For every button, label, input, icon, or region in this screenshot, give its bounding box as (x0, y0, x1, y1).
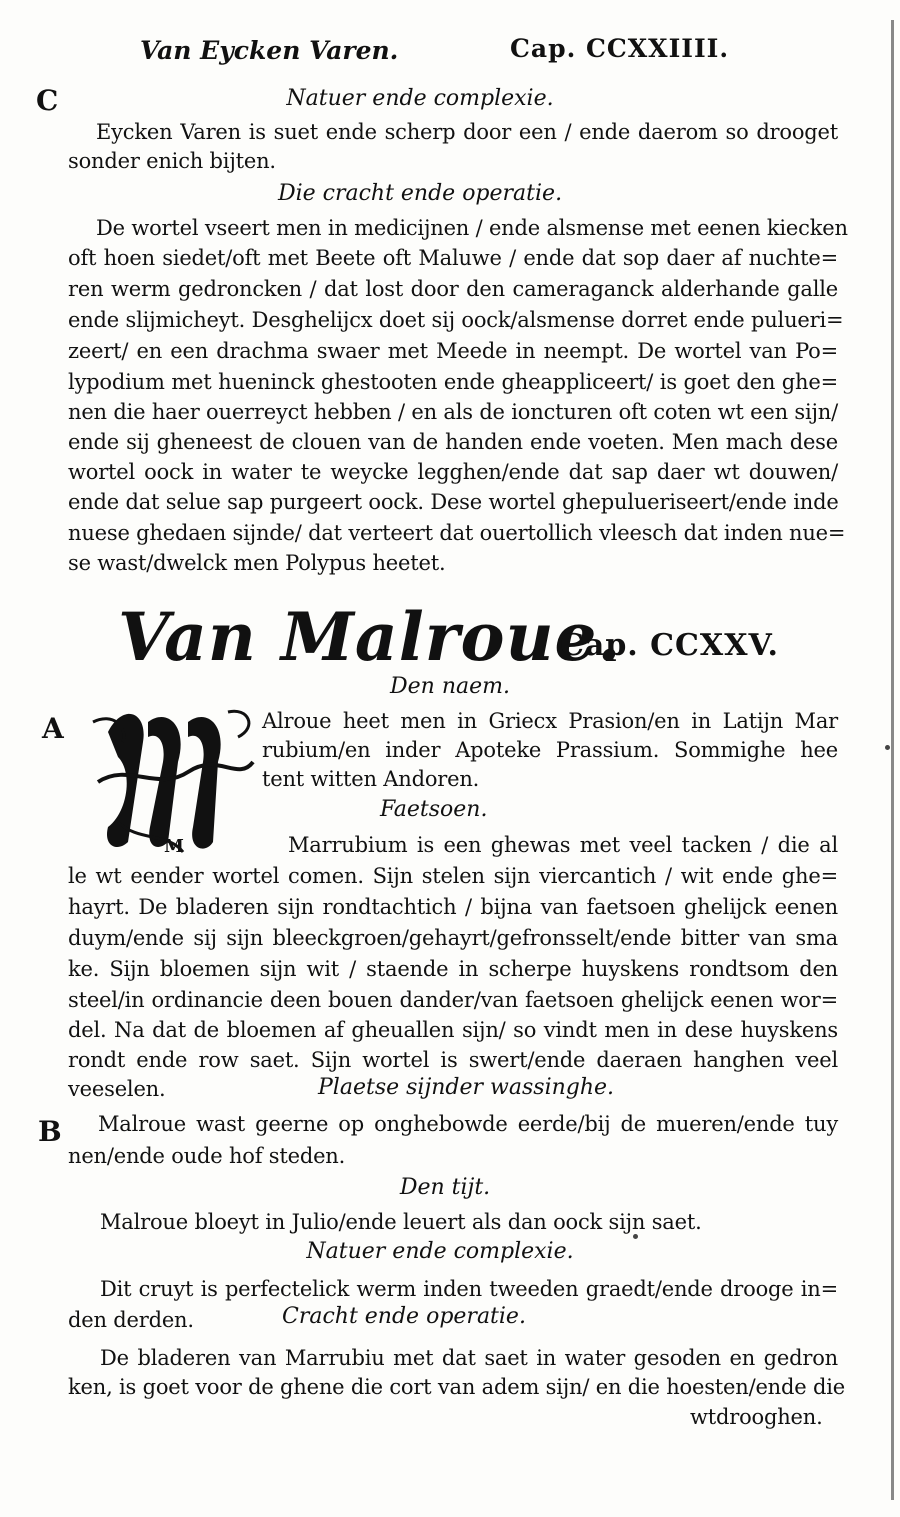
text-line: zeert/ en een drachma swaer met Meede in neempt. De wortel van Po= (68, 339, 838, 363)
initial-flourish (228, 711, 249, 737)
running-head-left: Van Eycken Varen. (140, 36, 399, 65)
page-speck (885, 745, 890, 750)
text-line: Eycken Varen is suet ende scherp door een / ende daerom so drooget (96, 120, 838, 144)
text-line: steel/in ordinancie deen bouen dander/van faetsoen ghelijck eenen wor= (68, 988, 838, 1012)
text-line: hayrt. De bladeren sijn rondtachtich / bijna van faetsoen ghelijck eenen (68, 895, 838, 919)
running-head-right: Cap. CCXXIIII. (510, 34, 730, 63)
text-line: del. Na dat de bloemen af gheuallen sijn/ so vindt men in dese huyskens (68, 1018, 838, 1042)
text-line: rubium/en inder Apoteke Prassium. Sommighe hee (262, 738, 838, 762)
text-line: wtdrooghen. (690, 1405, 823, 1429)
margin-letter-a: A (42, 712, 64, 745)
text-line: se wast/dwelck men Polypus heetet. (68, 551, 446, 575)
text-line: Dit cruyt is perfectelick werm inden tweeden graedt/ende drooge in= (100, 1277, 838, 1301)
text-line: ende sij gheneest de clouen van de handen ende voeten. Men mach dese (68, 430, 838, 454)
heading-plaetse: Plaetse sijnder wassinghe. (318, 1075, 615, 1100)
text-line: tent witten Andoren. (262, 767, 480, 791)
text-line: ende dat selue sap purgeert oock. Dese wortel ghepulueriseert/ende inde (68, 490, 839, 514)
text-line: duym/ende sij sijn bleeckgroen/gehayrt/gefronsselt/ende bitter van sma (68, 926, 838, 950)
text-line: ken, is goet voor de ghene die cort van adem sijn/ en die hoesten/ende die (68, 1375, 845, 1399)
text-line: Marrubium is een ghewas met veel tacken / die al (288, 833, 838, 857)
initial-stroke (188, 717, 221, 849)
margin-letter-c: C (36, 84, 59, 117)
heading-den-naem: Den naem. (390, 674, 510, 699)
text-line: sonder enich bijten. (68, 149, 276, 173)
margin-letter-b: B (38, 1115, 62, 1148)
text-line: den derden. (68, 1308, 194, 1332)
decorated-initial (88, 702, 260, 860)
heading-den-tijt: Den tijt. (399, 1175, 491, 1200)
text-line: Malroue wast geerne op onghebowde eerde/bij de mueren/ende tuy (98, 1112, 838, 1136)
heading-natuer-2: Natuer ende complexie. (306, 1239, 574, 1264)
chapter-title: Van Malroue. (118, 598, 622, 676)
chapter-number: Cap. CCXXV. (560, 628, 779, 663)
text-line: oft hoen siedet/oft met Beete oft Maluwe / ende dat sop daer af nuchte= (68, 246, 838, 270)
text-line: veeselen. (68, 1077, 166, 1101)
initial-stroke (148, 717, 181, 847)
heading-cracht-2: Cracht ende operatie. (282, 1304, 526, 1329)
heading-cracht-1: Die cracht ende operatie. (277, 181, 563, 206)
page-edge-shadow (891, 20, 894, 1500)
heading-faetsoen: Faetsoen. (380, 797, 488, 822)
text-line: De wortel vseert men in medicijnen / ende alsmense met eenen kiecken (96, 216, 848, 240)
initial-letter: M (164, 836, 184, 857)
text-line: rondt ende row saet. Sijn wortel is swert/ende daeraen hanghen veel (68, 1048, 838, 1072)
text-line: nuese ghedaen sijnde/ dat verteert dat ouertollich vleesch dat inden nue= (68, 521, 846, 545)
text-line: De bladeren van Marrubiu met dat saet in water gesoden en gedron (100, 1346, 838, 1370)
text-line: nen die haer ouerreyct hebben / en als de ioncturen oft coten wt een sijn/ (68, 400, 838, 424)
text-line: le wt eender wortel comen. Sijn stelen sijn viercantich / wit ende ghe= (68, 864, 838, 888)
text-line: ende slijmicheyt. Desghelijcx doet sij oock/alsmense dorret ende pulueri= (68, 308, 844, 332)
heading-natuer-1: Natuer ende complexie. (286, 86, 554, 111)
text-line: ren werm gedroncken / dat lost door den cameraganck alderhande galle (68, 277, 838, 301)
text-line: Malroue bloeyt in Julio/ende leuert als dan oock sijn saet. (100, 1210, 702, 1234)
text-line: wortel oock in water te weycke legghen/ende dat sap daer wt douwen/ (68, 460, 838, 484)
text-line: nen/ende oude hof steden. (68, 1144, 346, 1168)
page-speck (633, 1234, 638, 1239)
text-line: ke. Sijn bloemen sijn wit / staende in scherpe huyskens rondtsom den (68, 957, 838, 981)
text-line: Alroue heet men in Griecx Prasion/en in Latijn Mar (262, 709, 838, 733)
text-line: lypodium met hueninck ghestooten ende gheappliceert/ is goet den ghe= (68, 370, 838, 394)
